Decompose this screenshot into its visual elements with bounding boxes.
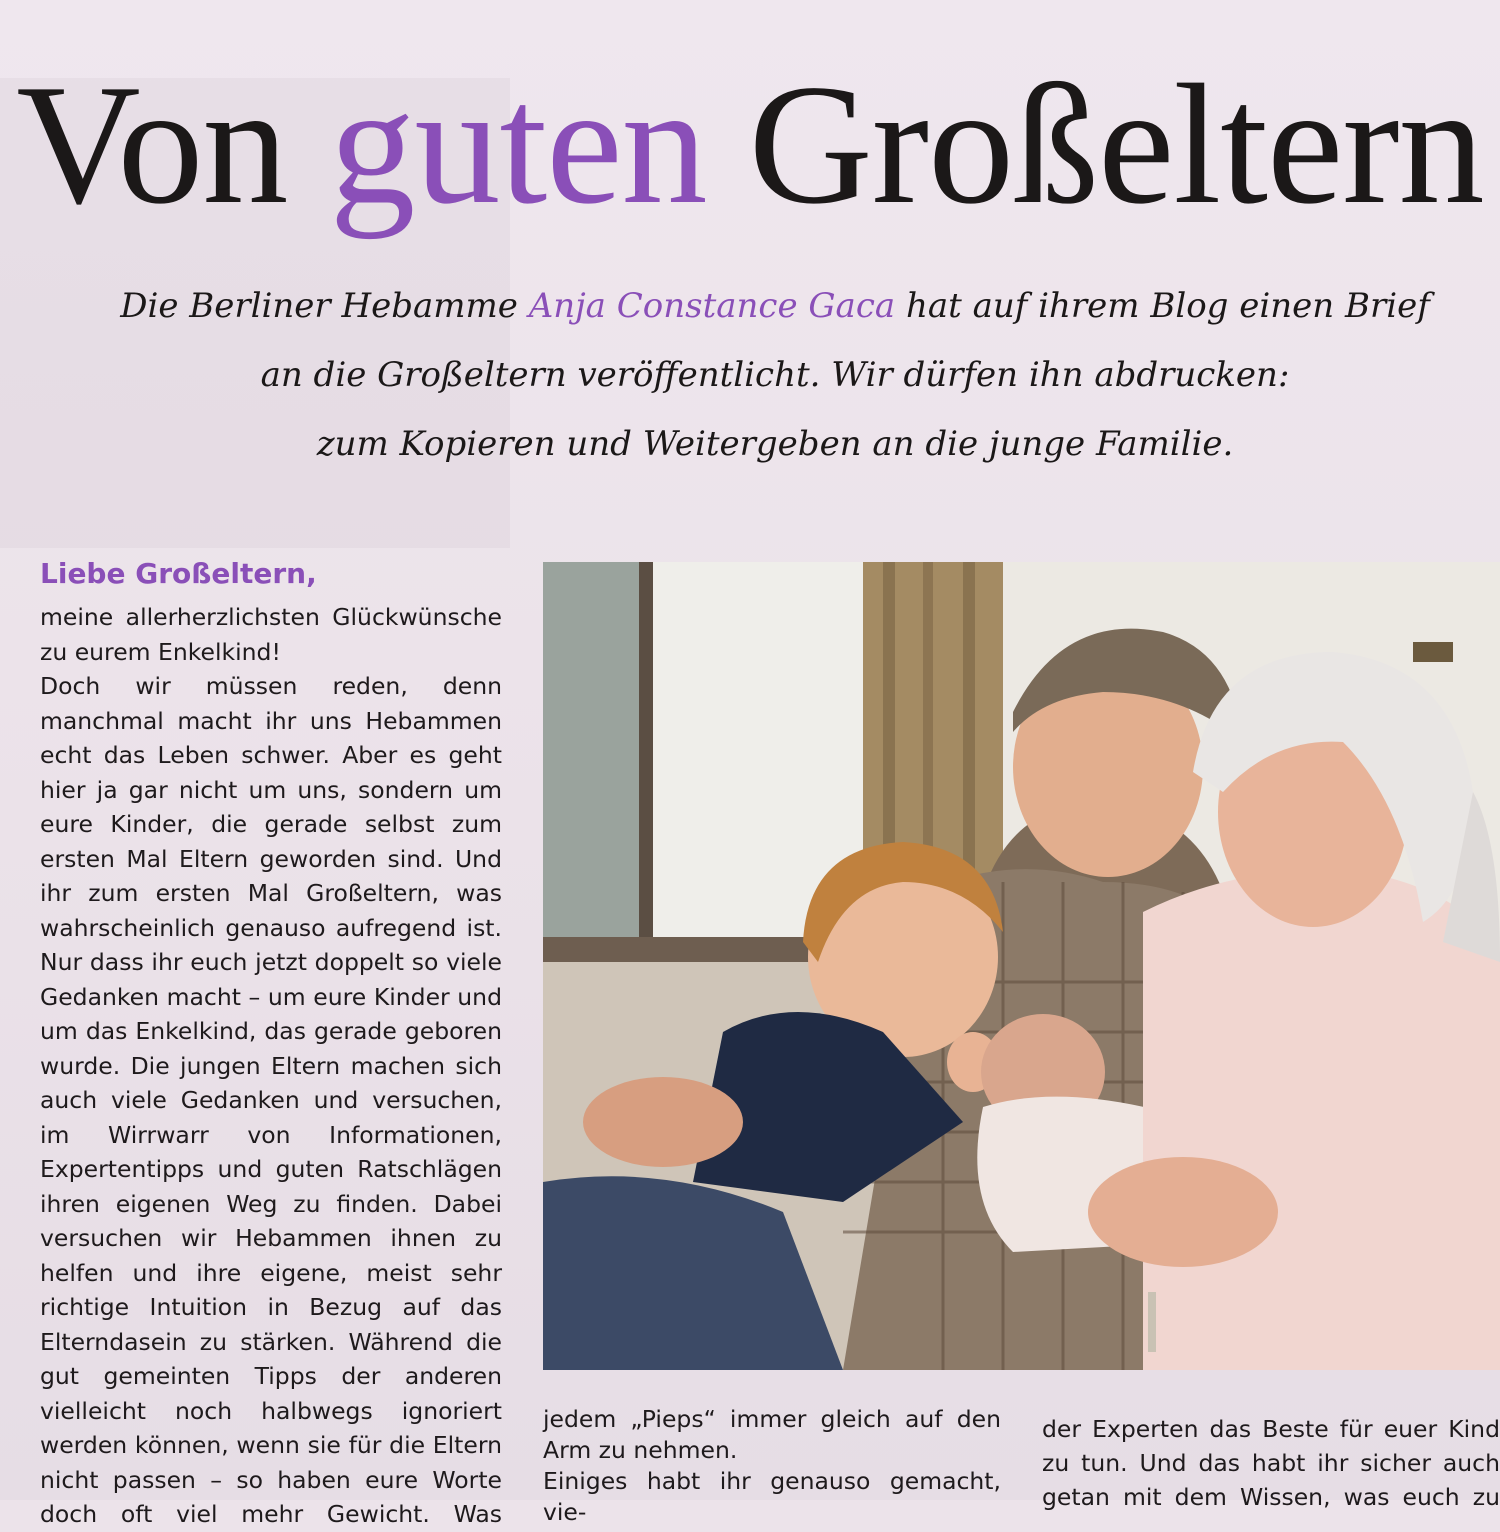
body-paragraph: meine allerherzlichsten Glückwünsche zu eurem Enkelkind! <box>40 603 502 666</box>
intro-line-1 <box>95 272 1455 341</box>
left-text-column <box>40 600 502 1532</box>
right-text-column <box>1042 1412 1500 1514</box>
grandparents-with-grandchildren-photo <box>543 562 1500 1370</box>
headline-word-1: Von <box>16 50 288 240</box>
intro-author-name: Anja Constance Gaca <box>528 286 896 326</box>
body-paragraph: der Experten das Beste für euer Kind zu tun. Und das habt ihr sicher auch getan mit dem Wissen, was euch zu <box>1042 1415 1500 1511</box>
headline-accent-word: guten <box>329 50 707 240</box>
intro-text: Die Berliner Hebamme <box>120 286 518 326</box>
body-paragraph: Einiges habt ihr genauso gemacht, vie- <box>543 1467 1001 1526</box>
article-intro <box>95 272 1455 479</box>
intro-line-3: zum Kopieren und Weitergeben an die junge Familie. <box>316 424 1234 464</box>
body-paragraph: jedem „Pieps“ immer gleich auf den Arm zu nehmen. <box>543 1405 1001 1464</box>
intro-line-2: an die Großeltern veröffentlicht. Wir dürfen ihn abdrucken: <box>260 355 1290 395</box>
intro-text: hat auf ihrem Blog einen Brief <box>905 286 1430 326</box>
body-paragraph: Doch wir müssen reden, denn manchmal macht ihr uns Hebammen echt das Leben schwer. Aber es geht hier ja gar nicht um uns, sondern um eure Kinder, die gerade selbst zum ersten Mal Eltern geworden sind. Und ihr zum ersten Mal Großeltern, was wahrscheinlich genauso aufregend ist. Nur dass ihr euch jetzt doppelt so viele Gedanken macht – um eure Kinder und um das Enkelkind, das gerade geboren wurde. Die jungen Eltern machen sich auch viele Gedanken und versuchen, im Wirrwarr von Informationen, Expertentipps und guten Ratschlägen ihren eigenen Weg zu finden. Dabei versuchen wir Hebammen ihnen zu helfen und ihre eigene, meist sehr richtige Intuition in Bezug auf das Elterndasein zu stärken. Während die gut gemeinten Tipps der anderen vielleicht noch halbwegs ignoriert werden können, wenn sie für die Eltern nicht passen – so haben eure Worte doch oft viel mehr Gewicht. Was <box>40 672 502 1528</box>
middle-text-column <box>543 1404 1001 1528</box>
headline-word-3: Großeltern <box>748 50 1484 240</box>
letter-salutation: Liebe Großeltern, <box>40 557 317 590</box>
article-headline <box>0 50 1500 240</box>
